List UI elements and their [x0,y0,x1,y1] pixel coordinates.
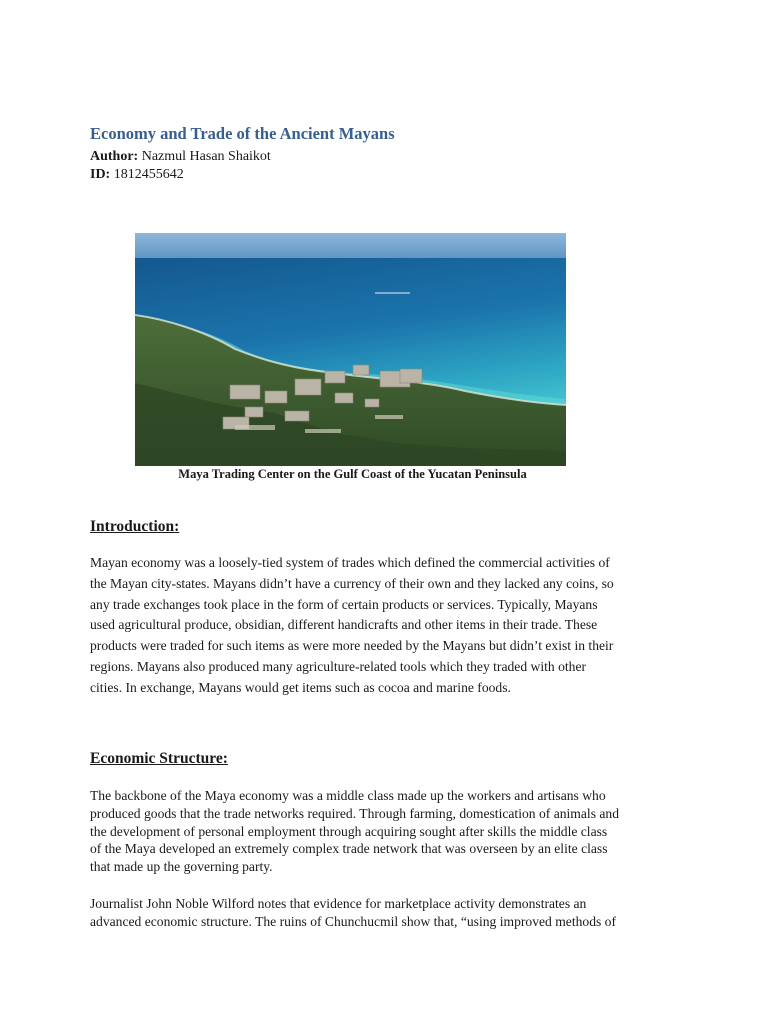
paragraph-line: regions. Mayans also produced many agriculture-related tools which they traded with other [90,658,587,674]
coastal-ruins-photo [135,233,566,466]
paragraph-line: used agricultural produce, obsidian, different handicrafts and other items in their trade. These [90,617,598,633]
author-line [90,149,271,165]
economic-structure-heading: Economic Structure: [90,750,228,767]
paragraph-line: the development of personal employment through acquiring sought after skills the middle class [90,823,608,839]
paragraph-line: The backbone of the Maya economy was a middle class made up the workers and artisans who [90,788,606,803]
id-line [90,167,184,183]
paragraph-line: advanced economic structure. The ruins of Chunchucmil show that, “using improved methods of [90,913,617,929]
paragraph-line: cities. In exchange, Mayans would get items such as cocoa and marine foods. [90,679,511,695]
paragraph-line: that made up the governing party. [90,859,273,875]
id-value: 1812455642 [113,167,184,182]
photo-caption: Maya Trading Center on the Gulf Coast of the Yucatan Peninsula [178,467,527,481]
paragraph-line: the Mayan city-states. Mayans didn’t have a currency of their own and they lacked any coins, so [90,575,614,591]
economic-structure-paragraph-1 [90,787,690,876]
document-title: Economy and Trade of the Ancient Mayans [90,124,395,143]
introduction-heading: Introduction: [90,518,180,535]
paragraph-line: Mayan economy was a loosely-tied system of trades which defined the commercial activities of [90,555,610,570]
economic-structure-paragraph-2 [90,895,690,931]
introduction-paragraph [90,553,690,699]
author-label: Author: [90,149,139,164]
author-name: Nazmul Hasan Shaikot [141,149,271,164]
id-label: ID: [90,167,111,182]
paragraph-line: Journalist John Noble Wilford notes that evidence for marketplace activity demonstrates an [90,896,587,911]
paragraph-line: of the Maya developed an extremely complex trade network that was overseen by an elite class [90,841,608,857]
paragraph-line: any trade exchanges took place in the form of certain products or services. Typically, Mayans [90,596,598,612]
paragraph-line: products were traded for such items as were more needed by the Mayans but didn’t exist in their [90,638,614,654]
paragraph-line: produced goods that the trade networks required. Through farming, domestication of animals and [90,805,620,821]
